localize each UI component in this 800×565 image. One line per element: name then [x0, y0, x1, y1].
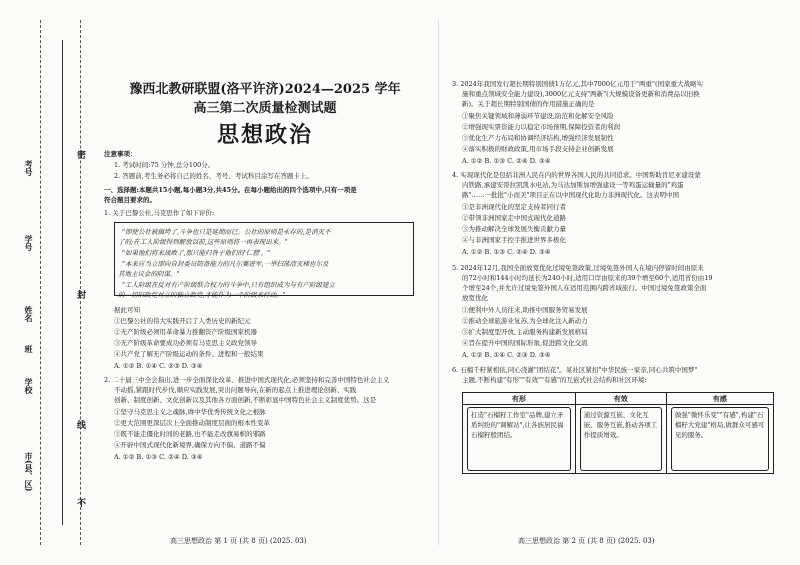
- question-3-option-4: ④落实积极的财政政策,用市场手段支持企业创新发展: [462, 145, 614, 153]
- exam-subtitle: 高三第二次质量检测试题: [193, 101, 337, 116]
- notice-heading: 注意事项：: [104, 150, 137, 158]
- page-1: [100, 0, 430, 565]
- question-2-line-2: 不动摇,紧跟时代步伐,顺应实践发展,突出问题导向,在新的起点上推进理论创新、实践: [114, 386, 357, 394]
- quote-line-1: "即使公社被搞垮了,斗争也只是延期而已。公社的原则是永存的,是消灭不: [122, 228, 331, 236]
- question-2-option-4: ④开辟中国式现代化新境界,确保方向不偏、道路不偏: [114, 441, 266, 449]
- table-header-youxiao: 有效: [575, 393, 666, 405]
- question-3-option-2: ②增强现实票资能力以稳定市场预期,保障投资者的利润: [462, 123, 621, 131]
- field-kaohao: 考号: [24, 160, 34, 176]
- table-cell-2-text: 通过资源互嵌、文化互嵌、服务互嵌,推动各项工作提质增效。: [580, 407, 662, 471]
- quote-line-2: 了的;在工人阶级得到解放以前,这些原则将一再表现出来。": [118, 238, 288, 246]
- question-2-line-1: 2. 二十届三中全会指出,进一步全面深化改革、推进中国式现代化,必须坚持和完善中国特色社会主义: [104, 376, 390, 384]
- question-2-answers: A. ①② B. ①③ C. ②④ D. ③④: [114, 453, 203, 461]
- table-header-yougan: 有感: [666, 393, 773, 405]
- question-5-option-3: ③扩大制度型开放,主动服务构建新发展格局: [462, 328, 588, 336]
- question-5-line-1: 5. 2024年12月,我国全面放宽优化过境免签政策,过境免签外国人在境内停留时间由原来: [452, 264, 704, 272]
- section-1-heading-cont: 符合题目要求的。: [104, 196, 156, 204]
- question-5-answers: A. ①② B. ①④ C. ②③ D. ③④: [462, 351, 551, 359]
- binding-mark-mi: 密: [75, 150, 85, 159]
- question-2-line-3: 创新、制度创新、文化创新以及其他各方面创新,不断彰显中国特色社会主义制度优势。这是: [114, 396, 377, 404]
- question-4-line-2: 内铁路,承建安哥拉凯凯水电站,为马达加斯加增强建设一等鸡蛋运输量的"鸡蛋: [462, 181, 684, 189]
- question-3-line-3: 新)。关于超长期特别国债的作用措施正确的是: [462, 100, 595, 108]
- question-3-line-2: 施和重点领域安全能力建设),3000亿元支持"两新"(大规模设备更新和消费品以旧换: [462, 90, 700, 98]
- field-ban: 班: [24, 345, 34, 353]
- page-divider: [438, 20, 439, 545]
- question-3-option-3: ③优化生产力布局和协调经济结构,增强经济发展韧性: [462, 134, 614, 142]
- question-4-line-3: 路"……一批批"小而美"项目正在以中国现代化助力非洲现代化。这表明中国: [462, 191, 679, 199]
- question-1-lead: 据此可知: [114, 306, 140, 314]
- field-shi: 市(县、区): [24, 452, 34, 492]
- question-1-option-4: ④共产党了解无产阶级运动的条件、进程和一般结果: [114, 350, 264, 358]
- question-4-option-2: ②带领非洲国家走中国式现代化道路: [462, 214, 566, 222]
- question-4-option-1: ①是非洲现代化的坚定支持者同行者: [462, 203, 566, 211]
- page-2: [448, 0, 788, 565]
- question-4-option-3: ③为推动解决全球发展失衡贡献力量: [462, 225, 566, 233]
- quote-line-6: "工人阶级在反对有产阶级联合权力的斗争中,只有组织成为与有产阶级建立: [122, 281, 336, 289]
- question-2-option-2: ②更大范围更深层次上全面推动制度层面的根本性变革: [114, 419, 270, 427]
- question-5-line-3: 个增至24个,并允许过境免签外国人在适用范围内跨省域旅行。中国过境免签政策全面: [462, 284, 707, 292]
- question-1-option-1: ①巴黎公社的伟大实践开启了人类历史的新纪元: [114, 317, 251, 325]
- binding-mark-xian: 线: [75, 420, 85, 429]
- question-4-answers: A. ①② B. ①③ C. ②④ D. ③④: [462, 248, 551, 256]
- question-1-option-2: ②无产阶级必须用革命暴力推翻资产阶级国家机器: [114, 328, 257, 336]
- question-1-option-3: ③无产阶级革命要成功必须有马克思主义政党领导: [114, 339, 257, 347]
- notice-2: 2. 答题前,考生务必将自己的姓名、考号、考试科目涂写在答题卡上。: [114, 172, 313, 180]
- question-2-option-3: ③既不能走僵化时间的老路,也不能走改旗易帜的邪路: [114, 430, 266, 438]
- section-1-heading: 一、选择题:本题共15小题,每小题3分,共45分。在每小题给出的四个选项中,只有一项是: [104, 186, 357, 194]
- quote-line-3: "如果他们将来战败了,那只能归咎于他们的'仁慈'。": [122, 249, 271, 257]
- q6-table: [462, 392, 774, 474]
- subject-title: 思想政治: [216, 122, 313, 148]
- question-3-answers: A. ①② B. ①③ C. ②④ D. ③④: [462, 157, 551, 165]
- field-xuexiao: 学校: [24, 378, 34, 394]
- table-header-youxing: 有形: [463, 393, 576, 405]
- field-xingming: 姓名: [24, 306, 34, 322]
- quote-line-4: "本来应当立即向自封委员防备能力的凡尔赛进军,一举扫荡清灭梯也尔及: [122, 260, 329, 268]
- table-cell-1-text: 打造"石榴籽工作室"品牌,建立矛盾纠纷的"调解站",让各族居民福石榴籽般团结。: [467, 407, 571, 471]
- quote-line-7: 的一切旧政党对立的独立政党,才能作为一个阶级来行动。": [118, 291, 286, 299]
- question-4-line-1: 4. 实现现代化是包括非洲人民在内的世界各国人民的共同追求。中国帮助肯尼亚建设蒙: [452, 171, 701, 179]
- question-6-line-1: 6. 石榴千籽紧相依,同心浇灌"团结花"。某社区紧扣"中华民族一家亲,同心共筑中国梦": [452, 366, 698, 374]
- table-cell-1: [463, 405, 576, 474]
- question-3-line-1: 3. 2024年我国发行超长期特别国债1万亿元,其中7000亿元用于"两重"(国家重大战略实: [452, 80, 704, 88]
- question-5-option-2: ②推动全球旅游业复苏,为全球化注入新动力: [462, 317, 588, 325]
- exam-title: 豫西北教研联盟(洛平许济)2024—2025 学年: [129, 82, 401, 97]
- binding-line: [62, 40, 63, 525]
- table-cell-2: [575, 405, 666, 474]
- table-cell-3: [666, 405, 773, 474]
- table-cell-3-text: 做强"微怀乐变""有感",构建"石榴籽大党建"格局,做群众可感可见的服务。: [671, 407, 769, 471]
- binding-strip: [0, 0, 92, 565]
- question-2-option-1: ①坚守马克思主义之魂脉,赓中华优秀传统文化之根脉: [114, 408, 266, 416]
- question-5-line-2: 的72小时和144小时均延长为240小时,适用口岸由原来的39个增至60个,适用省份由19: [462, 274, 713, 282]
- question-5-option-1: ①便利中外人员往来,助推中国服务贸易发展: [462, 306, 588, 314]
- page-2-footer: 高三思想政治 第 2 页 (共 8 页) (2025. 03): [518, 537, 655, 545]
- question-4-option-4: ④与非洲国家手控手推进世界多极化: [462, 236, 566, 244]
- question-3-option-1: ①聚焦关键领域和薄弱环节建设,防范和化解安全风险: [462, 112, 614, 120]
- question-5-option-4: ④旨在提升中国的国际形象,促进跨文化交流: [462, 339, 588, 347]
- cut-line: [40, 20, 41, 545]
- question-6-line-2: 主题,不断构建"有形""有效""有感"的互嵌式社会结构和社区环境:: [462, 376, 647, 384]
- quote-line-5: 其地主议会的阴谋。": [118, 270, 180, 278]
- question-1-stem: 1. 关于巴黎公社,马克思作了如下评价:: [104, 209, 215, 217]
- question-5-line-4: 放宽优化: [462, 294, 488, 302]
- cut-line-inner: [80, 20, 81, 545]
- binding-mark-bu: 不: [75, 498, 85, 507]
- notice-1: 1. 考试时间:75 分钟,总分100分。: [114, 161, 215, 169]
- field-xuehao: 学号: [24, 235, 34, 251]
- page-1-footer: 高三思想政治 第 1 页 (共 8 页) (2025. 03): [170, 537, 307, 545]
- binding-mark-feng: 封: [75, 290, 85, 299]
- question-1-answers: A. ①② B. ①④ C. ②③ D. ③④: [114, 362, 203, 370]
